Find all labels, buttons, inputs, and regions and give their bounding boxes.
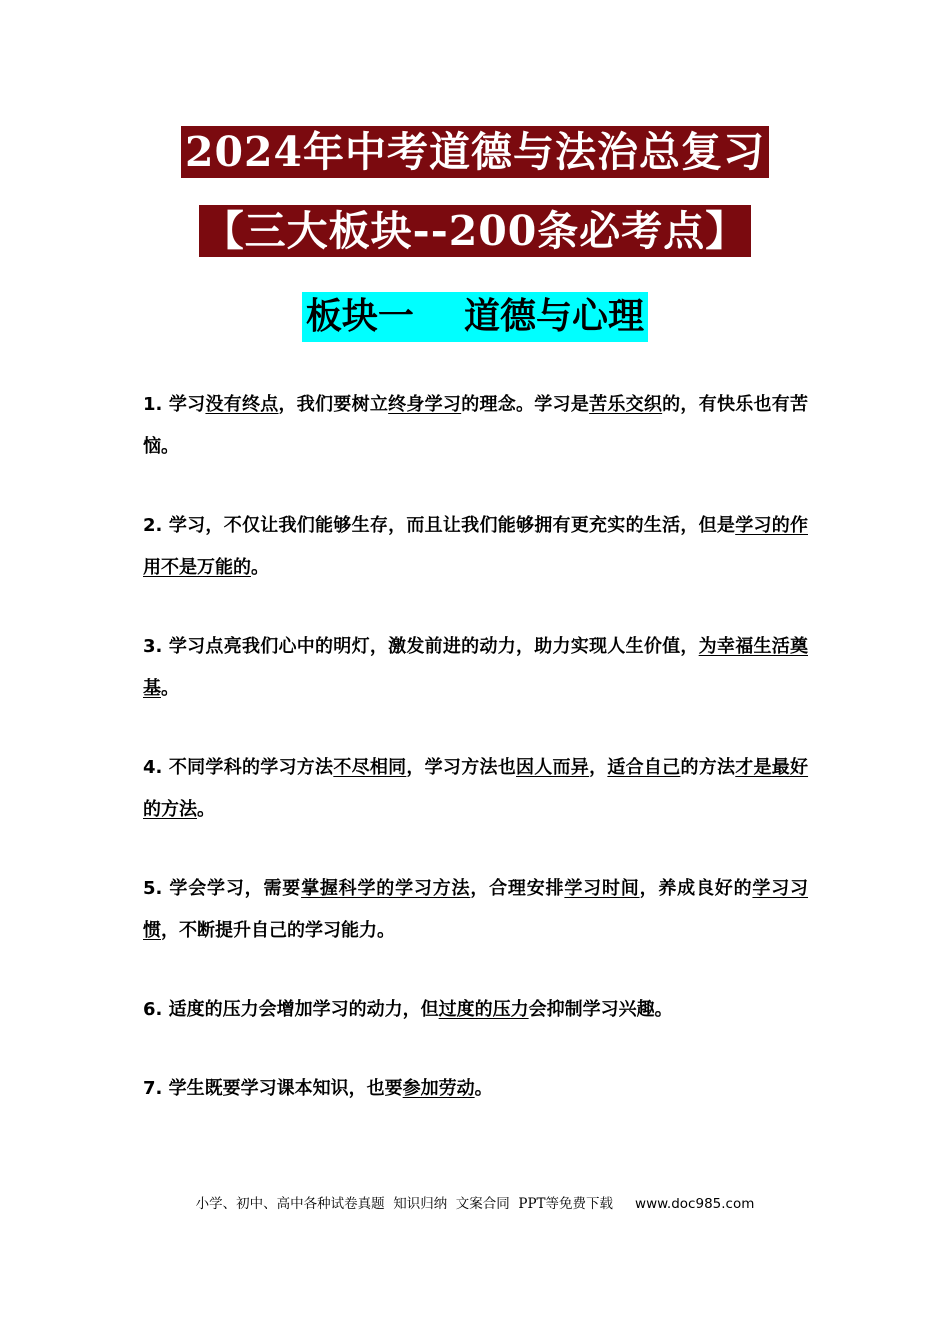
list-item [143, 989, 808, 1031]
list-item [143, 868, 808, 952]
item-text: 。 [197, 799, 215, 820]
item-text: 。 [161, 678, 179, 699]
key-phrase: 因人而异 [516, 757, 590, 778]
key-phrase: 学习时间 [564, 878, 640, 899]
key-phrase: 为幸福生活奠基 [143, 636, 808, 699]
item-text: 4. 不同学科的学习方法 [143, 757, 334, 778]
item-text: 1. 学习 [143, 394, 206, 415]
item-text: 7. 学生既要学习课本知识，也要 [143, 1078, 403, 1099]
key-phrase: 才是最好的方法 [143, 757, 809, 820]
key-phrase: 学习习惯 [143, 878, 809, 941]
item-text: 的，有快乐也有苦恼。 [143, 394, 809, 457]
key-phrase: 不尽相同 [333, 757, 407, 778]
key-phrase: 参加劳动 [402, 1078, 475, 1099]
list-item [143, 747, 808, 831]
item-text: 2. 学习，不仅让我们能够生存，而且让我们能够拥有更充实的生活，但是 [143, 515, 736, 536]
main-title: 2024年中考道德与法治总复习 [181, 126, 769, 178]
item-text: 。 [474, 1078, 493, 1099]
title-line-1 [0, 126, 950, 178]
list-item [143, 626, 808, 710]
item-text: 6. 适度的压力会增加学习的动力，但 [143, 999, 439, 1020]
list-item [143, 505, 808, 589]
item-text: ， [589, 757, 608, 778]
footer [0, 1192, 950, 1212]
key-phrase: 学习的作用不是万能的 [143, 515, 808, 578]
item-text: 。 [251, 557, 269, 578]
title-line-2 [0, 205, 950, 257]
sub-title: 【三大板块--200条必考点】 [199, 205, 752, 257]
item-text: ，养成良好的 [639, 878, 753, 899]
item-text: ，我们要树立 [278, 394, 389, 415]
item-text: ，不断提升自己的学习能力。 [161, 920, 395, 941]
item-text: 的理念。学习是 [461, 394, 590, 415]
item-text: ，合理安排 [470, 878, 565, 899]
section-heading [0, 292, 950, 342]
footer-text: 小学、初中、高中各种试卷真题 知识归纳 文案合同 PPT等免费下载 [195, 1196, 614, 1212]
item-text: 3. 学习点亮我们心中的明灯，激发前进的动力，助力实现人生价值， [143, 636, 699, 657]
item-text: 的方法 [680, 757, 736, 778]
item-text: 会抑制学习兴趣。 [528, 999, 673, 1020]
key-phrase: 适合自己 [607, 757, 681, 778]
section-title: 板块一 道德与心理 [302, 292, 648, 342]
key-phrase: 苦乐交织 [589, 394, 663, 415]
key-phrase: 没有终点 [205, 394, 279, 415]
point-list [143, 384, 808, 1147]
key-phrase: 过度的压力 [438, 999, 529, 1020]
item-text: 5. 学会学习，需要 [143, 878, 302, 899]
item-text: ，学习方法也 [406, 757, 516, 778]
footer-url[interactable]: www.doc985.com [635, 1196, 755, 1212]
key-phrase: 掌握科学的学习方法 [301, 878, 471, 899]
list-item [143, 1068, 808, 1110]
key-phrase: 终身学习 [388, 394, 462, 415]
list-item [143, 384, 808, 468]
